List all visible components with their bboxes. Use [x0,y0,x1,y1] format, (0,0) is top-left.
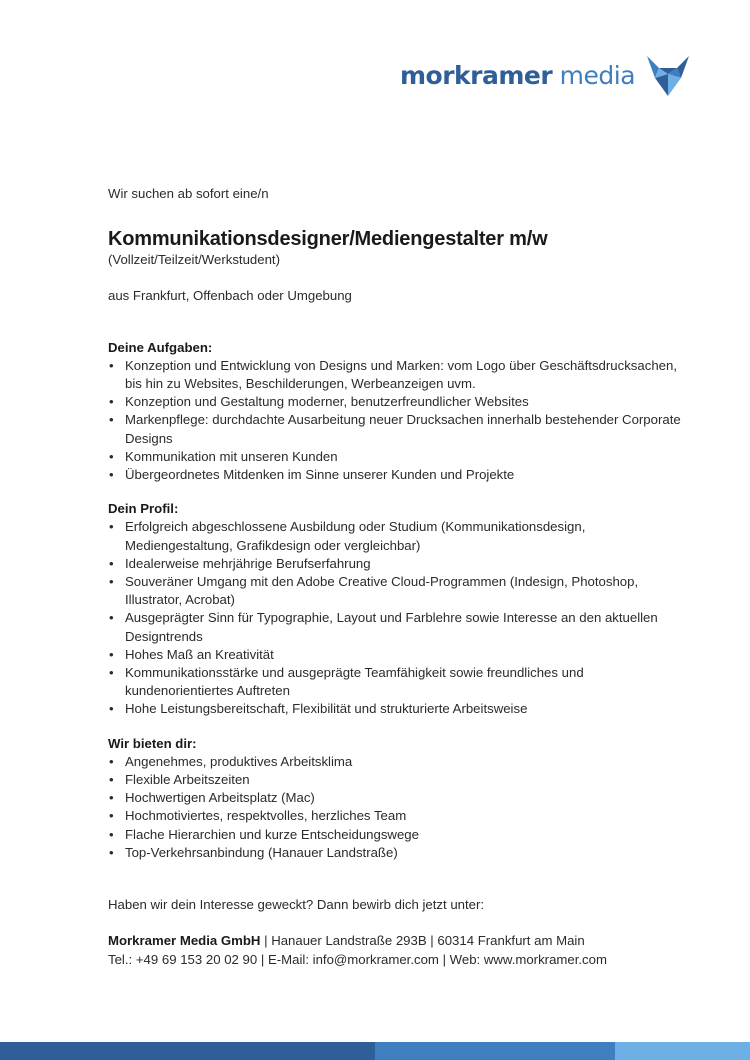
contact-line-1 [108,932,688,950]
contact-line-2: Tel.: +49 69 153 20 02 90 | E-Mail: info@morkramer.com | Web: www.morkramer.com [108,951,607,967]
section-heading: Deine Aufgaben: [108,339,213,355]
list-item: • Flexible Arbeitszeiten [108,771,688,789]
list-item: • Hohes Maß an Kreativität [108,646,688,664]
footer-segment-mid [375,1042,615,1060]
list-item: • Erfolgreich abgeschlossene Ausbildung oder Studium (Kommunikationsdesign, Mediengestaltung, Grafikdesign oder vergleichbar) [108,518,688,554]
list-item: • Übergeordnetes Mitdenken im Sinne unserer Kunden und Projekte [108,466,688,484]
list-item: • Hohe Leistungsbereitschaft, Flexibilität und strukturierte Arbeitsweise [108,700,688,718]
company-name: Morkramer Media GmbH [108,933,261,949]
list-item: • Flache Hierarchien und kurze Entscheidungswege [108,826,688,844]
contact-block [108,932,688,968]
fox-head-icon [645,52,691,98]
list-item: • Hochmotiviertes, respektvolles, herzliches Team [108,807,688,825]
employment-type: (Vollzeit/Teilzeit/Werkstudent) [108,252,280,268]
brand-name-bold: morkramer [400,60,553,90]
list-item: • Markenpflege: durchdachte Ausarbeitung neuer Drucksachen innerhalb bestehender Corporate Designs [108,411,688,447]
list-item: • Souveräner Umgang mit den Adobe Creative Cloud-Programmen (Indesign, Photoshop, Illustrator, Acrobat) [108,573,688,609]
intro-text: Wir suchen ab sofort eine/n [108,186,269,201]
section-heading: Dein Profil: [108,501,179,517]
company-address: | Hanauer Landstraße 293B | 60314 Frankfurt am Main [260,933,585,949]
list-item: • Kommunikation mit unseren Kunden [108,448,688,466]
job-title: Kommunikationsdesigner/Mediengestalter m/w [108,228,548,251]
list-item: • Konzeption und Entwicklung von Designs und Marken: vom Logo über Geschäftsdrucksachen, bis hin zu Websites, Beschilderungen, Werbeanzeigen uvm. [108,357,688,393]
brand-logo [400,52,691,98]
footer-segment-dark [0,1042,375,1060]
benefits-list [108,753,688,862]
profile-list [108,518,688,718]
section-heading: Wir bieten dir: [108,735,197,751]
job-posting [108,185,688,969]
list-item: • Kommunikationsstärke und ausgeprägte Teamfähigkeit sowie freundliches und kundenorientiertes Auftreten [108,664,688,700]
section-profile [108,500,688,718]
section-tasks [108,339,688,485]
section-benefits [108,735,688,862]
job-location: aus Frankfurt, Offenbach oder Umgebung [108,288,352,304]
list-item: • Konzeption und Gestaltung moderner, benutzerfreundlicher Websites [108,393,688,411]
call-to-action: Haben wir dein Interesse geweckt? Dann bewirb dich jetzt unter: [108,897,485,913]
footer-segment-light [615,1042,750,1060]
brand-wordmark [400,61,635,90]
list-item: • Idealerweise mehrjährige Berufserfahrung [108,555,688,573]
brand-name-light: media [559,60,636,90]
list-item: • Top-Verkehrsanbindung (Hanauer Landstraße) [108,844,688,862]
list-item: • Angenehmes, produktives Arbeitsklima [108,753,688,771]
footer-color-bar [0,1042,750,1060]
list-item: • Hochwertigen Arbeitsplatz (Mac) [108,789,688,807]
task-list [108,357,688,484]
list-item: • Ausgeprägter Sinn für Typographie, Layout und Farblehre sowie Interesse an den aktuellen Designtrends [108,609,688,645]
